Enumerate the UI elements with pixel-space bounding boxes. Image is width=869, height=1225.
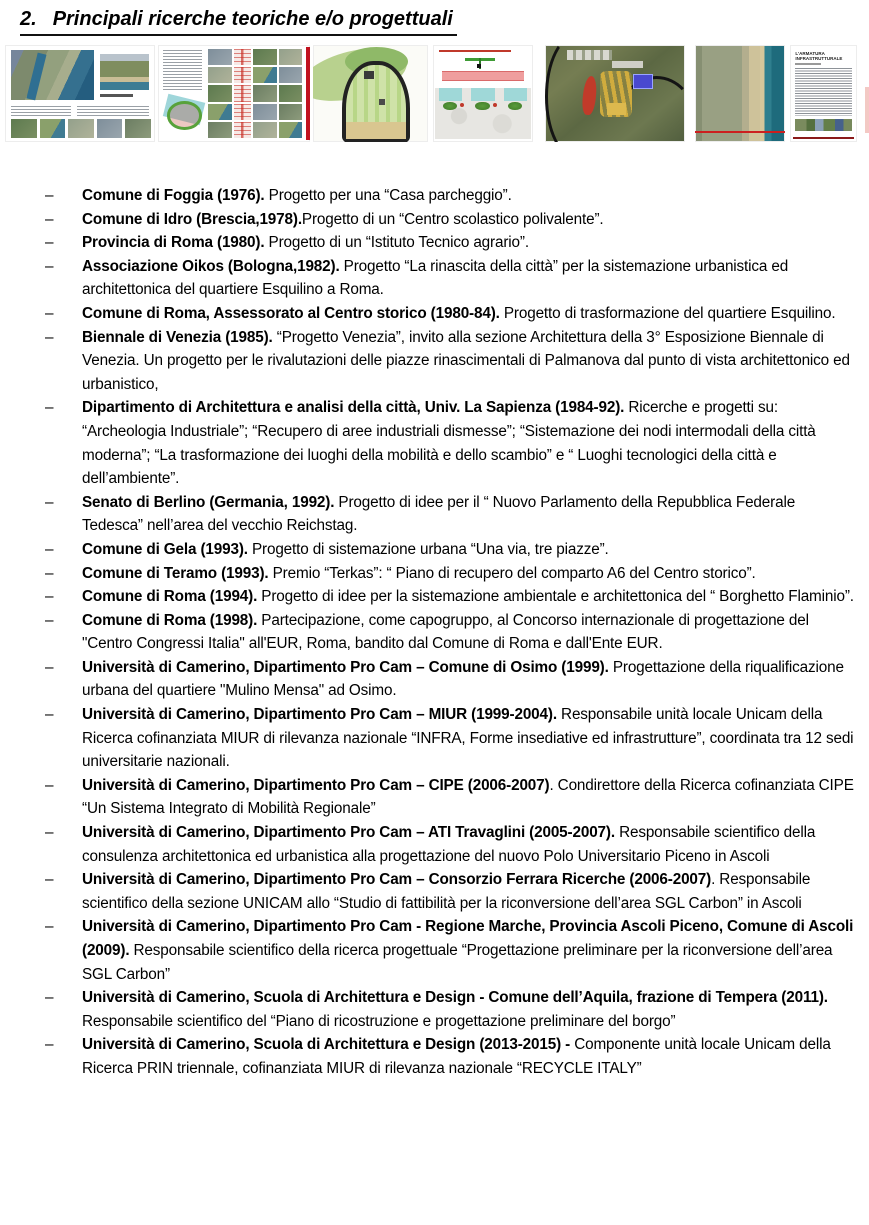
item-text: Premio “Terkas”: “ Piano di recupero del comparto A6 del Centro storico”. bbox=[268, 564, 756, 582]
item-body bbox=[82, 986, 855, 1033]
list-item bbox=[45, 1033, 855, 1080]
bullet-dash: – bbox=[45, 564, 54, 582]
bullet-dash: – bbox=[45, 588, 54, 606]
item-lead: Comune di Roma (1994). bbox=[82, 588, 258, 606]
bullet-dash: – bbox=[45, 611, 54, 629]
vegetation-blob bbox=[508, 102, 522, 111]
item-text: . Condirettore della Ricerca cofinanziata CIPE “Un Sistema Integrato di Mobilità Regionale” bbox=[82, 776, 854, 818]
red-dot bbox=[493, 103, 497, 107]
map-strip bbox=[234, 85, 251, 101]
item-body bbox=[82, 1033, 855, 1080]
item-lead: Università di Camerino, Dipartimento Pro Cam – ATI Travaglini (2005-2007). bbox=[82, 824, 615, 842]
bullet-dash: – bbox=[45, 234, 54, 252]
bullet-dash: – bbox=[45, 328, 54, 346]
list-item bbox=[45, 255, 855, 302]
building-block bbox=[379, 99, 385, 105]
aerial-photo-fields bbox=[100, 54, 150, 90]
item-lead: Dipartimento di Architettura e analisi della città, Univ. La Sapienza (1984-92). bbox=[82, 399, 625, 417]
thumbnail-coast-aerial-board bbox=[5, 45, 155, 142]
list-item bbox=[45, 774, 855, 821]
terrain-map bbox=[435, 88, 531, 139]
photo-thumb bbox=[11, 119, 37, 138]
item-body bbox=[82, 208, 855, 232]
page-title: L'ARMATURA INFRASTRUTTURALE bbox=[795, 50, 843, 61]
item-text: Responsabile scientifico della consulenza architettonica ed urbanistica alla progettazione del nuovo Polo Universitario Piceno in Ascoli bbox=[82, 824, 816, 865]
item-lead: Comune di Idro (Brescia,1978). bbox=[82, 210, 302, 228]
vegetation-blob bbox=[475, 102, 489, 111]
section-heading bbox=[20, 6, 457, 36]
blue-overlay-block bbox=[633, 74, 653, 89]
photo-caption-line bbox=[100, 94, 133, 97]
item-lead: Università di Camerino, Scuola di Architettura e Design - Comune dell’Aquila, frazione di Tempera (2011). bbox=[82, 989, 828, 1007]
list-item bbox=[45, 656, 855, 703]
item-lead: Università di Camerino, Dipartimento Pro Cam – CIPE (2006-2007) bbox=[82, 776, 550, 794]
cyan-square bbox=[504, 88, 527, 101]
bullet-dash: – bbox=[45, 399, 54, 417]
item-body bbox=[82, 821, 855, 868]
small-color-plan bbox=[161, 95, 207, 138]
photo-map-grid bbox=[208, 49, 302, 138]
bullet-dash: – bbox=[45, 304, 54, 322]
photo-thumb bbox=[253, 104, 277, 120]
bullet-dash: – bbox=[45, 187, 54, 204]
list-item bbox=[45, 326, 855, 397]
item-body bbox=[82, 562, 855, 586]
list-item bbox=[45, 868, 855, 915]
list-item bbox=[45, 821, 855, 868]
photo-thumb bbox=[68, 119, 94, 138]
photo-thumb bbox=[253, 67, 277, 83]
item-body bbox=[82, 703, 855, 774]
red-rule bbox=[793, 137, 855, 139]
bullet-dash: – bbox=[45, 706, 54, 724]
bullet-dash: – bbox=[45, 918, 54, 936]
item-text: Progetto di sistemazione urbana “Una via, tre piazze”. bbox=[247, 540, 609, 558]
item-body bbox=[82, 491, 855, 538]
item-body bbox=[82, 396, 855, 490]
item-text: Progetto di un “Istituto Tecnico agrario”. bbox=[264, 234, 529, 252]
map-strip bbox=[234, 122, 251, 138]
list-item bbox=[45, 609, 855, 656]
vegetation-blob bbox=[443, 102, 457, 111]
buildings-row bbox=[612, 61, 643, 69]
thumbnail-coastline-aerial bbox=[695, 45, 785, 142]
thumbnail-satellite-overlay bbox=[545, 45, 685, 142]
item-text: . Responsabile scientifico della sezione UNICAM allo “Studio di fattibilità per la riconversione dell’area SGL Carbon” in Ascoli bbox=[82, 871, 811, 912]
photo-thumb bbox=[208, 122, 232, 138]
red-accent-bar bbox=[306, 47, 310, 140]
panoramic-collage bbox=[795, 119, 851, 132]
item-text: Responsabile scientifico della ricerca progettuale “Progettazione preliminare per la riconversione dell’area SGL Carbon” bbox=[82, 942, 833, 983]
item-text: Progetto di trasformazione del quartiere Esquilino. bbox=[499, 304, 836, 322]
photo-thumb bbox=[97, 119, 123, 138]
map-strip bbox=[234, 49, 251, 65]
bullet-dash: – bbox=[45, 540, 54, 558]
section-title: Principali ricerche teoriche e/o progettuali bbox=[52, 8, 453, 30]
item-body bbox=[82, 326, 855, 397]
bullet-dash: – bbox=[45, 493, 54, 511]
item-lead: Associazione Oikos (Bologna,1982). bbox=[82, 257, 340, 275]
item-text: Responsabile unità locale Unicam della Ricerca cofinanziata MIUR di rilevanza nazionale “INFRA, Forme insediative ed infrastrutture”, coordinata tra 12 sedi universitarie nazionali. bbox=[82, 706, 854, 771]
item-lead: Comune di Foggia (1976). bbox=[82, 187, 265, 204]
photo-thumb bbox=[208, 49, 232, 65]
thumbnail-photo-catalog-board bbox=[158, 45, 310, 142]
item-lead: Senato di Berlino (Germania, 1992). bbox=[82, 493, 335, 511]
thumb-row bbox=[11, 119, 151, 138]
research-list bbox=[0, 184, 869, 1081]
aerial-photo-river-mouth bbox=[11, 50, 94, 100]
item-lead: Università di Camerino, Dipartimento Pro Cam – MIUR (1999-2004). bbox=[82, 706, 557, 724]
item-lead: Comune di Gela (1993). bbox=[82, 540, 248, 558]
item-text: Progetto di idee per la sistemazione ambientale e architettonica del “ Borghetto Flaminio”. bbox=[257, 588, 854, 606]
item-body bbox=[82, 184, 855, 208]
item-lead: Università di Camerino, Dipartimento Pro Cam – Comune di Osimo (1999). bbox=[82, 658, 609, 676]
photo-thumb bbox=[208, 85, 232, 101]
list-item bbox=[45, 184, 855, 208]
item-body bbox=[82, 915, 855, 986]
item-lead: Biennale di Venezia (1985). bbox=[82, 328, 273, 346]
item-lead: Comune di Teramo (1993). bbox=[82, 564, 269, 582]
cyan-square bbox=[471, 88, 494, 101]
item-body bbox=[82, 538, 855, 562]
map-strip bbox=[234, 67, 251, 83]
list-item bbox=[45, 703, 855, 774]
item-text: Progetto di un “Centro scolastico polivalente”. bbox=[301, 210, 604, 228]
photo-thumb bbox=[279, 104, 303, 120]
photo-thumb bbox=[253, 85, 277, 101]
photo-thumb bbox=[208, 104, 232, 120]
item-lead: Università di Camerino, Dipartimento Pro Cam – Consorzio Ferrara Ricerche (2006-2007) bbox=[82, 871, 712, 889]
red-section-line bbox=[695, 131, 785, 133]
red-dot bbox=[460, 103, 464, 107]
list-item bbox=[45, 302, 855, 326]
item-body bbox=[82, 774, 855, 821]
item-text: Progettazione della riqualificazione urbana del quartiere "Mulino Mensa" ad Osimo. bbox=[82, 658, 844, 700]
item-text: Progetto “La rinascita della città” per la sistemazione urbanistica ed architettonica del quartiere Esquilino a Roma. bbox=[82, 257, 789, 299]
photo-thumb bbox=[125, 119, 151, 138]
bullet-dash: – bbox=[45, 257, 54, 275]
photo-thumb bbox=[40, 119, 66, 138]
list-item bbox=[45, 538, 855, 562]
page-edge-sliver bbox=[865, 87, 869, 133]
list-item bbox=[45, 231, 855, 255]
red-title-line bbox=[439, 50, 511, 52]
photo-thumb bbox=[279, 67, 303, 83]
subtitle-line bbox=[795, 63, 820, 65]
project-thumbnails-strip bbox=[5, 45, 857, 142]
thumbnail-green-masterplan bbox=[313, 45, 428, 142]
text-block bbox=[163, 50, 203, 91]
item-body bbox=[82, 656, 855, 703]
green-ring bbox=[167, 101, 201, 129]
text-block bbox=[77, 106, 149, 117]
item-text: Componente unità locale Unicam della Ricerca PRIN triennale, cofinanziata MIUR di rilevanza nazionale “RECYCLE ITALY” bbox=[82, 1036, 831, 1077]
yellow-block bbox=[607, 103, 627, 115]
body-text-block bbox=[795, 68, 851, 116]
item-body bbox=[82, 868, 855, 915]
photo-thumb bbox=[279, 85, 303, 101]
photo-thumb bbox=[279, 49, 303, 65]
photo-thumb bbox=[208, 67, 232, 83]
bullet-dash: – bbox=[45, 1036, 54, 1054]
item-text: Responsabile scientifico del “Piano di ricostruzione e progettazione preliminare del borgo” bbox=[82, 1012, 676, 1030]
horseshoe-plan-outline bbox=[342, 61, 410, 142]
list-item bbox=[45, 562, 855, 586]
item-text: Ricerche e progetti su: “Archeologia Industriale”; “Recupero di aree industriali dismesse”; “Sistemazione dei nodi intermodali della città moderna”; “La trasformazione dei luoghi della mobilità e dello scambio” e “ Luoghi tecnologici della città e dell’ambiente”. bbox=[82, 399, 816, 488]
item-lead: Comune di Roma (1998). bbox=[82, 611, 258, 629]
item-text: Progetto di idee per il “ Nuovo Parlamento della Repubblica Federale Tedesca” nell’area del vecchio Reichstag. bbox=[82, 493, 796, 535]
pink-band bbox=[442, 71, 524, 81]
photo-thumb bbox=[279, 122, 303, 138]
photo-thumb bbox=[253, 122, 277, 138]
item-lead: Università di Camerino, Scuola di Architettura e Design (2013-2015) - bbox=[82, 1036, 571, 1054]
list-item bbox=[45, 585, 855, 609]
item-body bbox=[82, 585, 855, 609]
list-item bbox=[45, 491, 855, 538]
bullet-dash: – bbox=[45, 989, 54, 1007]
section-number: 2. bbox=[20, 8, 37, 30]
map-strip bbox=[234, 104, 251, 120]
item-text: “Progetto Venezia”, invito alla sezione Architettura della 3° Esposizione Biennale di Venezia. Un progetto per le rivalutazioni delle piazze rinascimentali di Palmanova dal punto di vista architettonico ed urbanistico, bbox=[82, 328, 850, 393]
photo-thumb bbox=[253, 49, 277, 65]
item-text: Progetto per una “Casa parcheggio”. bbox=[264, 187, 512, 204]
item-body bbox=[82, 302, 855, 326]
item-body bbox=[82, 609, 855, 656]
bullet-dash: – bbox=[45, 658, 54, 676]
item-lead: Comune di Roma, Assessorato al Centro storico (1980-84). bbox=[82, 304, 500, 322]
item-body bbox=[82, 255, 855, 302]
thumbnail-sections-board bbox=[433, 45, 533, 142]
bullet-dash: – bbox=[45, 776, 54, 794]
sand-area bbox=[346, 122, 406, 140]
bullet-dash: – bbox=[45, 871, 54, 889]
bullet-dash: – bbox=[45, 824, 54, 842]
list-item bbox=[45, 208, 855, 232]
black-marker bbox=[477, 64, 481, 68]
list-item bbox=[45, 915, 855, 986]
text-block bbox=[11, 106, 71, 117]
bullet-dash: – bbox=[45, 210, 54, 228]
cyan-square bbox=[439, 88, 462, 101]
item-lead: Provincia di Roma (1980). bbox=[82, 234, 265, 252]
building-block bbox=[364, 71, 375, 78]
item-lead: Università di Camerino, Dipartimento Pro Cam - Regione Marche, Provincia Ascoli Piceno, Comune di Ascoli (2009). bbox=[82, 918, 854, 959]
item-text: Partecipazione, come capogruppo, al Concorso internazionale di progettazione del "Centro Congressi Italia" all'EUR, Roma, bandito dal Comune di Roma e dall'Ente EUR. bbox=[82, 611, 809, 653]
item-body bbox=[82, 231, 855, 255]
thumbnail-text-page bbox=[790, 45, 857, 142]
list-item bbox=[45, 396, 855, 490]
list-item bbox=[45, 986, 855, 1033]
